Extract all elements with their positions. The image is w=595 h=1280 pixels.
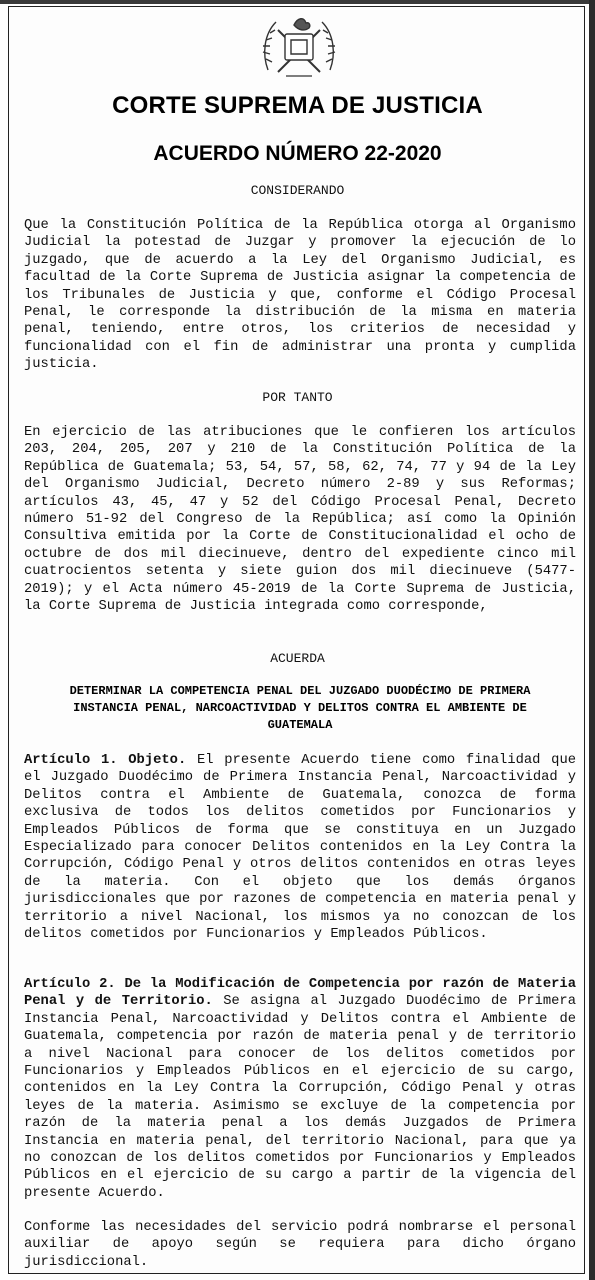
article-1-text: El presente Acuerdo tiene como finalidad que el Juzgado Duodécimo de Primera Instancia Penal, Narcoactividad y Delitos contra el Ambiente de Guatemala, conozca de forma exclusiva de todos los delitos cometidos por Funcionarios y Empleados Públicos de forma que se constituya en un Juzgado Especializado para conocer Delitos contenidos en la Ley Contra la Corrupción, Código Penal y otros delitos contenidos en otras leyes de la materia. Con el objeto que los demás órganos jurisdiccionales que por razones de competencia en materia penal y territorio a nivel Nacional, los mismos ya no conozcan de los delitos cometidos por Funcionarios y Empleados Públicos. (24, 753, 577, 943)
acuerda-heading: ACUERDA (270, 651, 325, 666)
considerando-paragraph: Que la Constitución Política de la República otorga al Organismo Judicial la potestad de Juzgar y promover la ejecución de lo juzgado, que de acuerdo a la Ley del Organismo Judicial, es facultad de la Corte Suprema de Justicia asignar la competencia de los Tribunales de Justicia y que, conforme el Código Procesal Penal, le corresponde la distribución de la misma en materia penal, teniendo, entre otros, los criterios de necesidad y funcionalidad con el fin de administrar una pronta y cumplida justicia. (24, 218, 576, 373)
scan-top-edge (0, 0, 595, 4)
coat-of-arms-icon (258, 10, 340, 84)
article-2-title: Artículo 2. De la Modificación de Competencia por razón de Materia Penal y de Territorio. (24, 977, 576, 1010)
acuerda-subheading: DETERMINAR LA COMPETENCIA PENAL DEL JUZGADO DUODÉCIMO DE PRIMERA INSTANCIA PENAL, NARCOACTIVIDAD Y DELITOS CONTRA EL AMBIENTE DE GUATEMALA (69, 684, 531, 732)
por-tanto-heading: POR TANTO (262, 390, 333, 405)
agreement-title: ACUERDO NÚMERO 22-2020 (153, 142, 442, 165)
considerando-heading: CONSIDERANDO (250, 183, 345, 198)
closing-paragraph: Conforme las necesidades del servicio podrá nombrarse el personal auxiliar de apoyo según se requiera para dicho órgano jurisdiccional. (24, 1220, 576, 1270)
por-tanto-paragraph: En ejercicio de las atribuciones que le confieren los artículos 203, 204, 205, 207 y 210 de la Constitución Política de la República de Guatemala; 53, 54, 57, 58, 62, 74, 77 y 94 de la Ley del Organismo Judicial, Decreto número 2-89 y sus Reformas; artículos 43, 45, 47 y 52 del Código Procesal Penal, Decreto número 51-92 del Congreso de la República; así como la Opinión Consultiva emitida por la Corte de Constitucionalidad el ocho de octubre de dos mil diecinueve, dentro del expediente cinco mil cuatrocientos setenta y siete guion dos mil diecinueve (5477-2019); y el Acta número 45-2019 de la Corte Suprema de Justicia, la Corte Suprema de Justicia integrada como corresponde, (24, 425, 576, 615)
article-1 (24, 752, 576, 943)
article-1-title: Artículo 1. Objeto. (24, 753, 187, 768)
article-2 (24, 976, 576, 1202)
court-title: CORTE SUPREMA DE JUSTICIA (112, 92, 483, 119)
article-2-text: Se asigna al Juzgado Duodécimo de Primera Instancia Penal, Narcoactividad y Delitos contra el Ambiente de Guatemala, competencia por razón de materia penal y de territorio a nivel Nacional para conocer de los delitos cometidos por Funcionarios y Empleados Públicos en el ejercicio de su cargo, contenidos en la Ley Contra la Corrupción, Código Penal y otras leyes de la materia. Asimismo se excluye de la competencia por razón de la materia penal a los demás Juzgados de Primera Instancia en materia penal, del territorio Nacional, para que ya no conozcan de los delitos cometidos por Funcionarios y Empleados Públicos en el ejercicio de su cargo a partir de la vigencia del presente Acuerdo. (24, 994, 576, 1201)
